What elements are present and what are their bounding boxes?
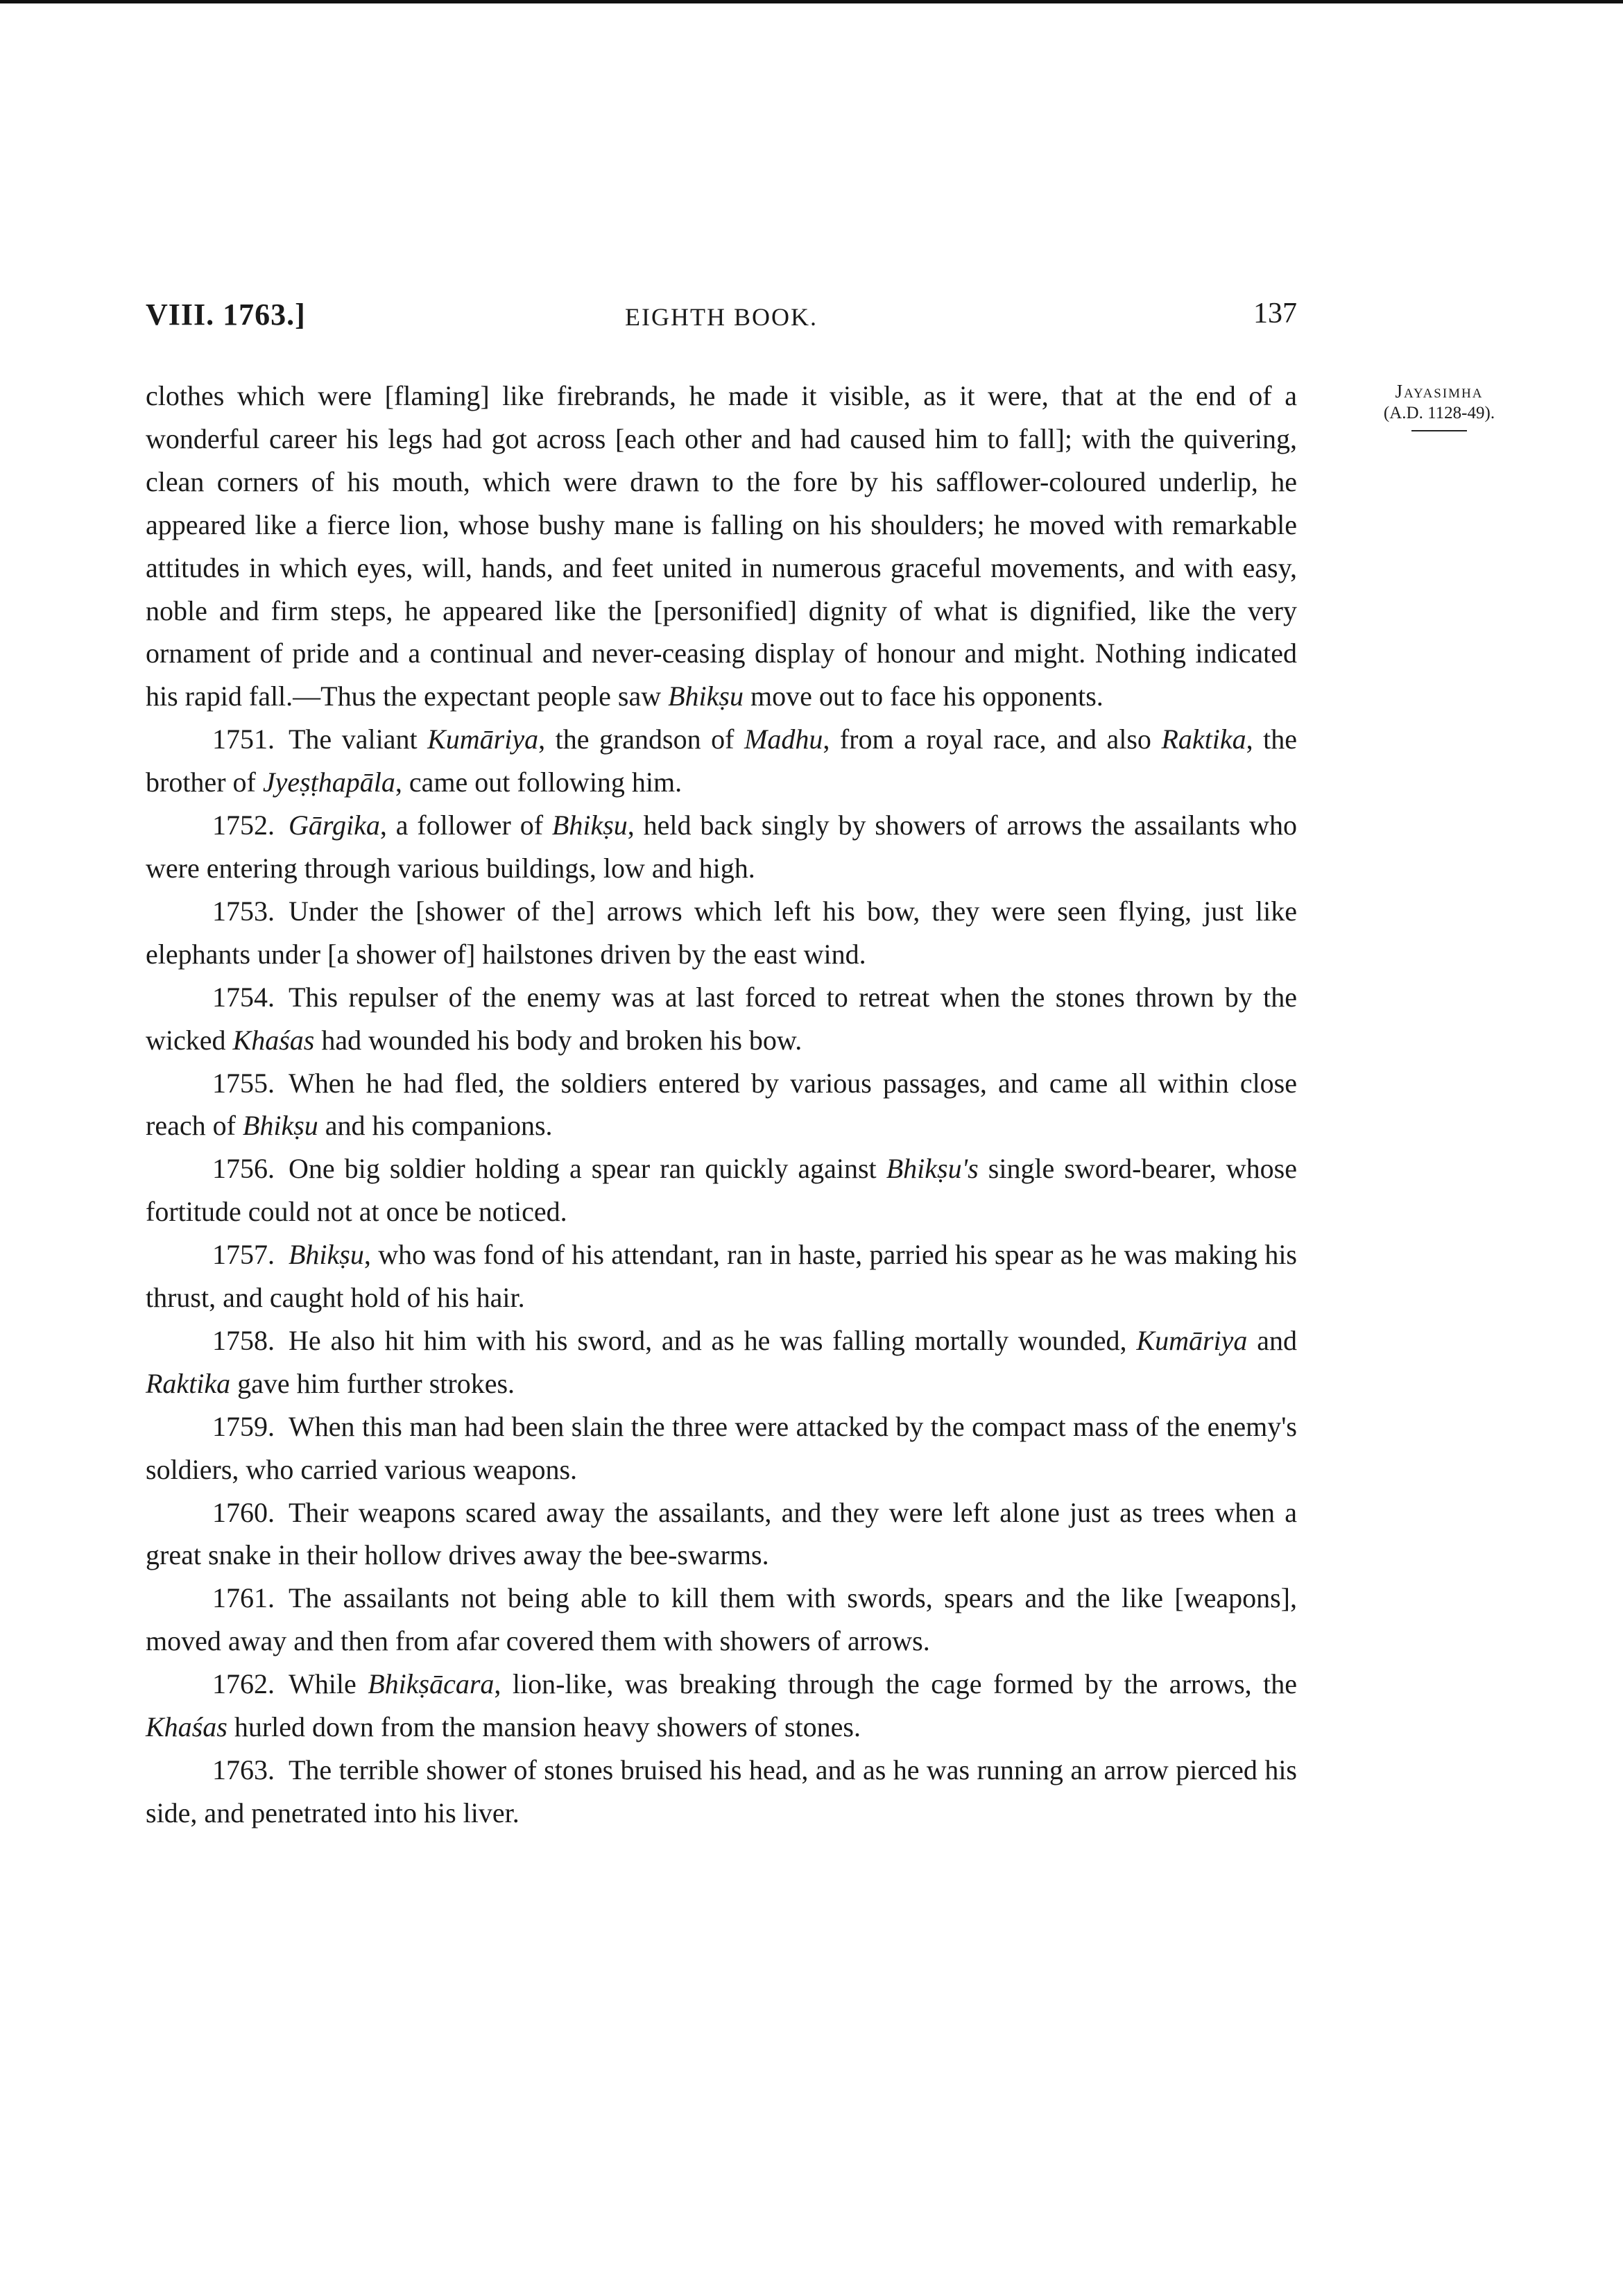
running-header bbox=[146, 297, 1297, 345]
verse-number: 1755. bbox=[212, 1067, 275, 1099]
verse-number: 1756. bbox=[212, 1153, 275, 1185]
paragraph-text: Under the [shower of the] arrows which left his bow, they were seen flying, just like elephants under [a shower of] hailstones driven by the east wind. bbox=[146, 895, 1297, 970]
verse-paragraph bbox=[146, 1319, 1297, 1405]
margin-note bbox=[1339, 380, 1540, 431]
verse-number: 1761. bbox=[212, 1582, 275, 1614]
verse-paragraph bbox=[146, 1663, 1297, 1749]
header-section-ref: VIII. 1763.] bbox=[146, 298, 306, 332]
paragraph-text: Bhikṣu, who was fond of his attendant, ran in haste, parried his spear as he was making his thrust, and caught hold of his hair. bbox=[146, 1239, 1297, 1314]
paragraph-text: Their weapons scared away the assailants, and they were left alone just as trees when a great snake in their hollow drives away the bee-swarms. bbox=[146, 1496, 1297, 1571]
verse-number: 1753. bbox=[212, 895, 275, 927]
paragraph-text: When he had fled, the soldiers entered by various passages, and came all within close reach of Bhikṣu and his companions. bbox=[146, 1067, 1297, 1142]
verse-paragraph bbox=[146, 1577, 1297, 1663]
verse-paragraph bbox=[146, 976, 1297, 1062]
verse-number: 1760. bbox=[212, 1496, 275, 1528]
continued-paragraph bbox=[146, 375, 1297, 718]
paragraph-text: The terrible shower of stones bruised his head, and as he was running an arrow pierced his side, and penetrated into his liver. bbox=[146, 1754, 1297, 1828]
margin-king-name: Jayasimha bbox=[1395, 381, 1484, 402]
body-text bbox=[146, 375, 1297, 1835]
verse-paragraph bbox=[146, 1147, 1297, 1233]
top-border-rule bbox=[0, 0, 1623, 3]
verse-paragraph bbox=[146, 1491, 1297, 1577]
margin-rule bbox=[1411, 430, 1467, 431]
paragraph-text: This repulser of the enemy was at last forced to retreat when the stones thrown by the wicked Khaśas had wounded his body and broken his bow. bbox=[146, 981, 1297, 1056]
verse-number: 1754. bbox=[212, 981, 275, 1013]
verse-paragraph bbox=[146, 1062, 1297, 1148]
header-book-title: EIGHTH BOOK. bbox=[625, 303, 818, 331]
verse-number: 1758. bbox=[212, 1324, 275, 1356]
verse-number: 1763. bbox=[212, 1754, 275, 1785]
verse-paragraph bbox=[146, 804, 1297, 890]
verse-paragraph bbox=[146, 718, 1297, 804]
verse-number: 1752. bbox=[212, 809, 275, 841]
verse-paragraph bbox=[146, 1749, 1297, 1835]
verse-paragraph bbox=[146, 1405, 1297, 1491]
verse-number: 1751. bbox=[212, 723, 275, 755]
paragraph-text: While Bhikṣācara, lion-like, was breaking through the cage formed by the arrows, the Khaśas hurled down from the mansion heavy showers of stones. bbox=[146, 1668, 1298, 1743]
paragraph-text: He also hit him with his sword, and as he was falling mortally wounded, Kumāriya and Raktika gave him further strokes. bbox=[146, 1324, 1297, 1399]
paragraph-text: The valiant Kumāriya, the grandson of Madhu, from a royal race, and also Raktika, the brother of Jyeṣṭhapāla, came out following him. bbox=[146, 723, 1297, 798]
verse-paragraph bbox=[146, 890, 1297, 976]
paragraph-text: One big soldier holding a spear ran quickly against Bhikṣu's single sword-bearer, whose fortitude could not at once be noticed. bbox=[146, 1153, 1297, 1228]
verse-number: 1759. bbox=[212, 1410, 275, 1442]
paragraph-text: clothes which were [flaming] like firebrands, he made it visible, as it were, that at the end of a wonderful career his legs had got across [each other and had caused him to fall]; with the quivering, clean corners of his mouth, which were drawn to the fore by his safflower-coloured underlip, he appeared like a fierce lion, whose bushy mane is falling on his shoulders; he moved with remarkable attitudes in which eyes, will, hands, and feet united in numerous graceful movements, and with easy, noble and firm steps, he appeared like the [personified] dignity of what is dignified, like the very ornament of pride and a continual and never-ceasing display of honour and might. Nothing indicated his rapid fall.—Thus the expectant people saw Bhikṣu move out to face his opponents. bbox=[146, 380, 1297, 712]
paragraph-text: The assailants not being able to kill them with swords, spears and the like [weapons], moved away and then from afar covered them with showers of arrows. bbox=[146, 1582, 1297, 1657]
margin-reign-years: (A.D. 1128-49). bbox=[1383, 404, 1495, 422]
paragraph-text: When this man had been slain the three were attacked by the compact mass of the enemy's soldiers, who carried various weapons. bbox=[146, 1410, 1297, 1485]
page-number: 137 bbox=[1253, 298, 1297, 329]
verse-number: 1762. bbox=[212, 1668, 275, 1700]
verse-paragraph bbox=[146, 1233, 1297, 1319]
verse-number: 1757. bbox=[212, 1239, 275, 1271]
paragraph-text: Gārgika, a follower of Bhikṣu, held back singly by showers of arrows the assailants who were entering through various buildings, low and high. bbox=[146, 809, 1297, 884]
